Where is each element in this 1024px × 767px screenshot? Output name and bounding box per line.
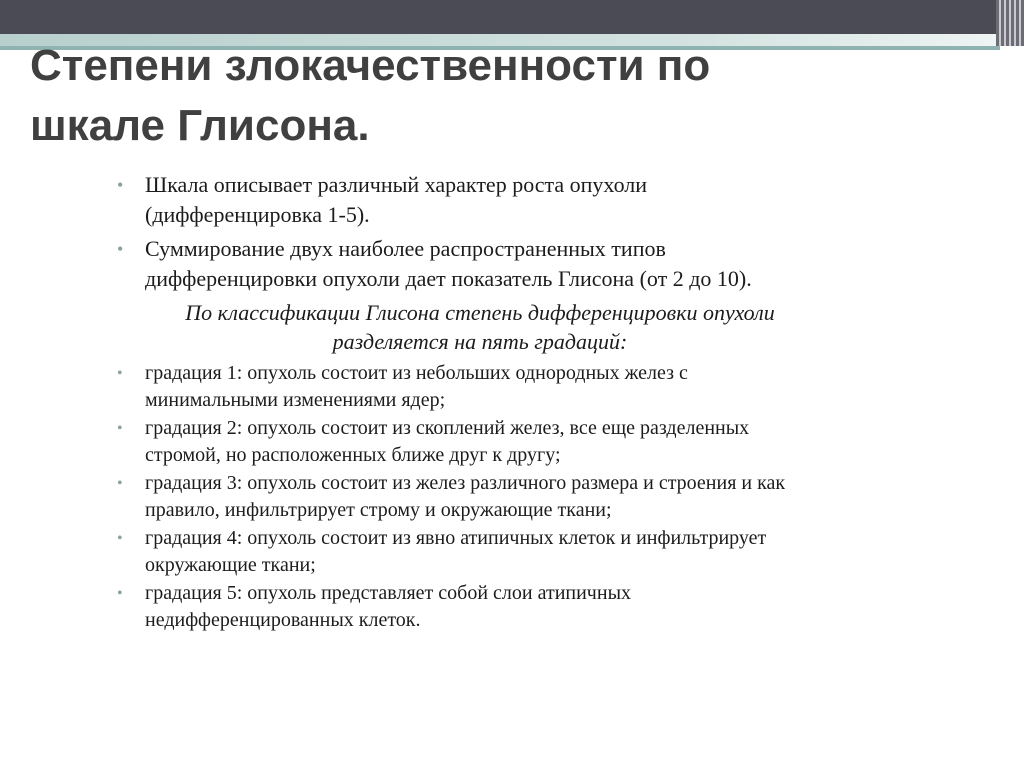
- bullet-scale-description: • Шкала описывает различный характер роста опухоли (дифференцировка 1-5).: [115, 170, 815, 230]
- grade-item-2: • градация 2: опухоль состоит из скоплений желез, все еще разделенных стромой, но расположенных ближе друг к другу;: [115, 415, 815, 469]
- bullet-gleason-sum: • Суммирование двух наиболее распространенных типов дифференцировки опухоли дает показатель Глисона (от 2 до 10).: [115, 234, 815, 294]
- grade-item-3: • градация 3: опухоль состоит из желез различного размера и строения и как правило, инфильтрирует строму и окружающие ткани;: [115, 470, 815, 524]
- header-bar: [0, 0, 1024, 34]
- slide-content: [115, 170, 815, 635]
- grade-item-1: • градация 1: опухоль состоит из небольших однородных желез с минимальными изменениями ядер;: [115, 360, 815, 414]
- grade-item-4: • градация 4: опухоль состоит из явно атипичных клеток и инфильтрирует окружающие ткани;: [115, 525, 815, 579]
- slide-title-line-1: Степени злокачественности по: [30, 41, 711, 90]
- slide-title-line-2: шкале Глисона.: [30, 101, 370, 150]
- slide-title: [30, 36, 890, 156]
- decorative-stripes: [996, 0, 1024, 46]
- grade-item-5: • градация 5: опухоль представляет собой слои атипичных недифференцированных клеток.: [115, 580, 815, 634]
- classification-note: По классификации Глисона степень дифференцировки опухоли разделяется на пять градаций:: [185, 300, 775, 354]
